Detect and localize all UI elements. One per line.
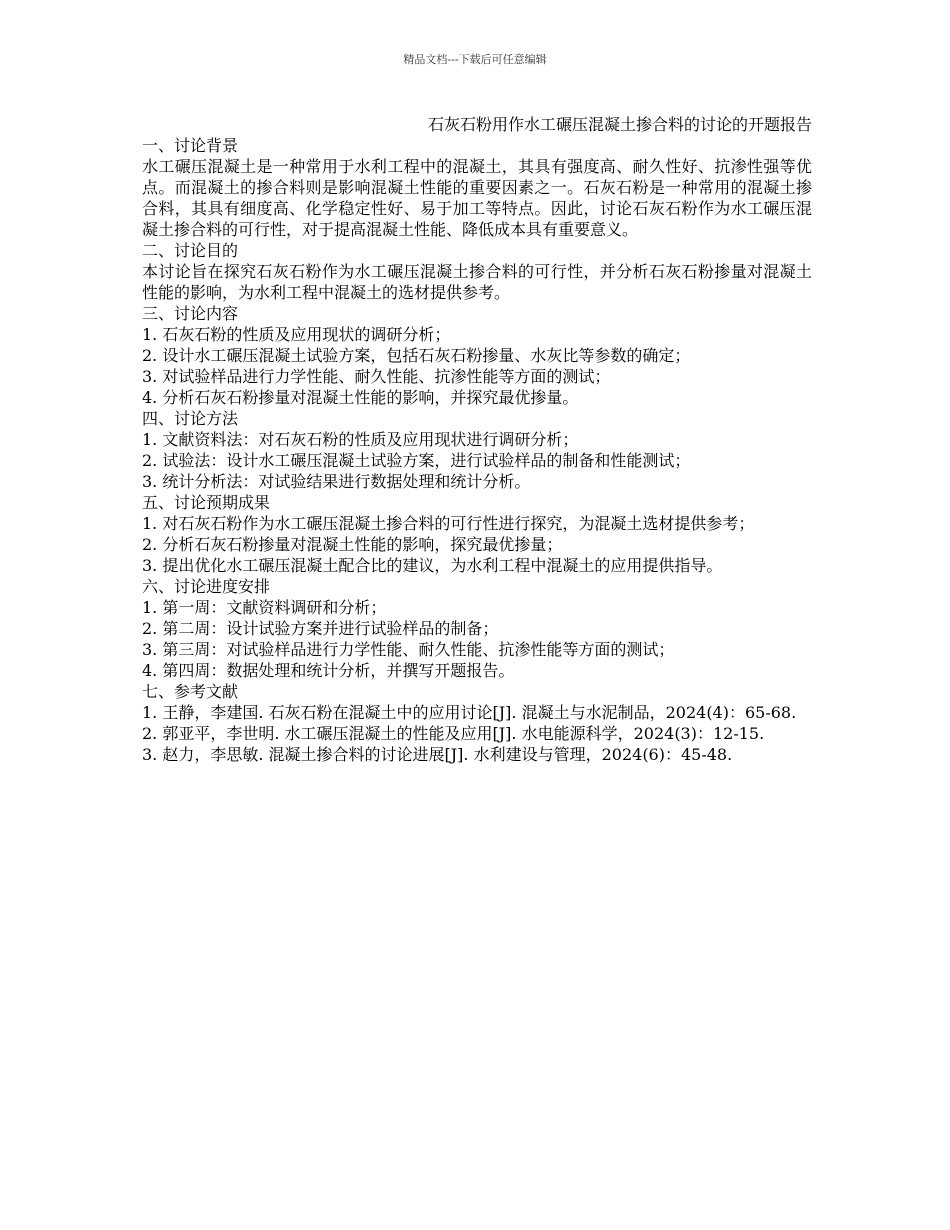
document-title: 石灰石粉用作水工碾压混凝土掺合料的讨论的开题报告 xyxy=(427,115,812,134)
list-item: 1. 文献资料法：对石灰石粉的性质及应用现状进行调研分析； xyxy=(142,430,579,449)
section-heading-methods: 四、讨论方法 xyxy=(142,409,239,428)
list-item: 1. 对石灰石粉作为水工碾压混凝土掺合料的可行性进行探究，为混凝土选材提供参考； xyxy=(142,514,755,533)
page-header: 精品文档---下载后可任意编辑 xyxy=(403,53,547,66)
section-paragraph-purpose: 本讨论旨在探究石灰石粉作为水工碾压混凝土掺合料的可行性，并分析石灰石粉掺量对混凝土性能的影响，为水利工程中混凝土的选材提供参考。 xyxy=(142,262,812,302)
list-item: 2. 试验法：设计水工碾压混凝土试验方案，进行试验样品的制备和性能测试； xyxy=(142,451,691,470)
list-item: 3. 提出优化水工碾压混凝土配合比的建议，为水利工程中混凝土的应用提供指导。 xyxy=(142,556,723,575)
list-item: 1. 第一周：文献资料调研和分析； xyxy=(142,598,387,617)
list-item: 1. 石灰石粉的性质及应用现状的调研分析； xyxy=(142,325,451,344)
section-heading-content: 三、讨论内容 xyxy=(142,304,239,323)
document-body xyxy=(142,114,812,765)
section-heading-schedule: 六、讨论进度安排 xyxy=(142,577,271,596)
section-heading-background: 一、讨论背景 xyxy=(142,136,239,155)
section-heading-references: 七、参考文献 xyxy=(142,682,239,701)
list-item: 4. 分析石灰石粉掺量对混凝土性能的影响，并探究最优掺量。 xyxy=(142,388,579,407)
list-item: 2. 第二周：设计试验方案并进行试验样品的制备； xyxy=(142,619,499,638)
reference-item: 2. 郭亚平，李世明. 水工碾压混凝土的性能及应用[J]. 水电能源科学，2024(3)：12-15. xyxy=(142,724,765,743)
list-item: 4. 第四周：数据处理和统计分析，并撰写开题报告。 xyxy=(142,661,515,680)
list-item: 2. 分析石灰石粉掺量对混凝土性能的影响，探究最优掺量； xyxy=(142,535,563,554)
section-heading-purpose: 二、讨论目的 xyxy=(142,241,239,260)
section-heading-outcomes: 五、讨论预期成果 xyxy=(142,493,271,512)
reference-item: 1. 王静，李建国. 石灰石粉在混凝土中的应用讨论[J]. 混凝土与水泥制品，2024(4)：65-68. xyxy=(142,703,797,722)
section-paragraph-background: 水工碾压混凝土是一种常用于水利工程中的混凝土，其具有强度高、耐久性好、抗渗性强等优点。而混凝土的掺合料则是影响混凝土性能的重要因素之一。石灰石粉是一种常用的混凝土掺合料，其具有细度高、化学稳定性好、易于加工等特点。因此，讨论石灰石粉作为水工碾压混凝土掺合料的可行性，对于提高混凝土性能、降低成本具有重要意义。 xyxy=(142,157,812,239)
reference-item: 3. 赵力，李思敏. 混凝土掺合料的讨论进展[J]. 水利建设与管理，2024(6)：45-48. xyxy=(142,745,733,764)
list-item: 3. 统计分析法：对试验结果进行数据处理和统计分析。 xyxy=(142,472,531,491)
list-item: 3. 对试验样品进行力学性能、耐久性能、抗渗性能等方面的测试； xyxy=(142,367,611,386)
list-item: 2. 设计水工碾压混凝土试验方案，包括石灰石粉掺量、水灰比等参数的确定； xyxy=(142,346,691,365)
list-item: 3. 第三周：对试验样品进行力学性能、耐久性能、抗渗性能等方面的测试； xyxy=(142,640,675,659)
